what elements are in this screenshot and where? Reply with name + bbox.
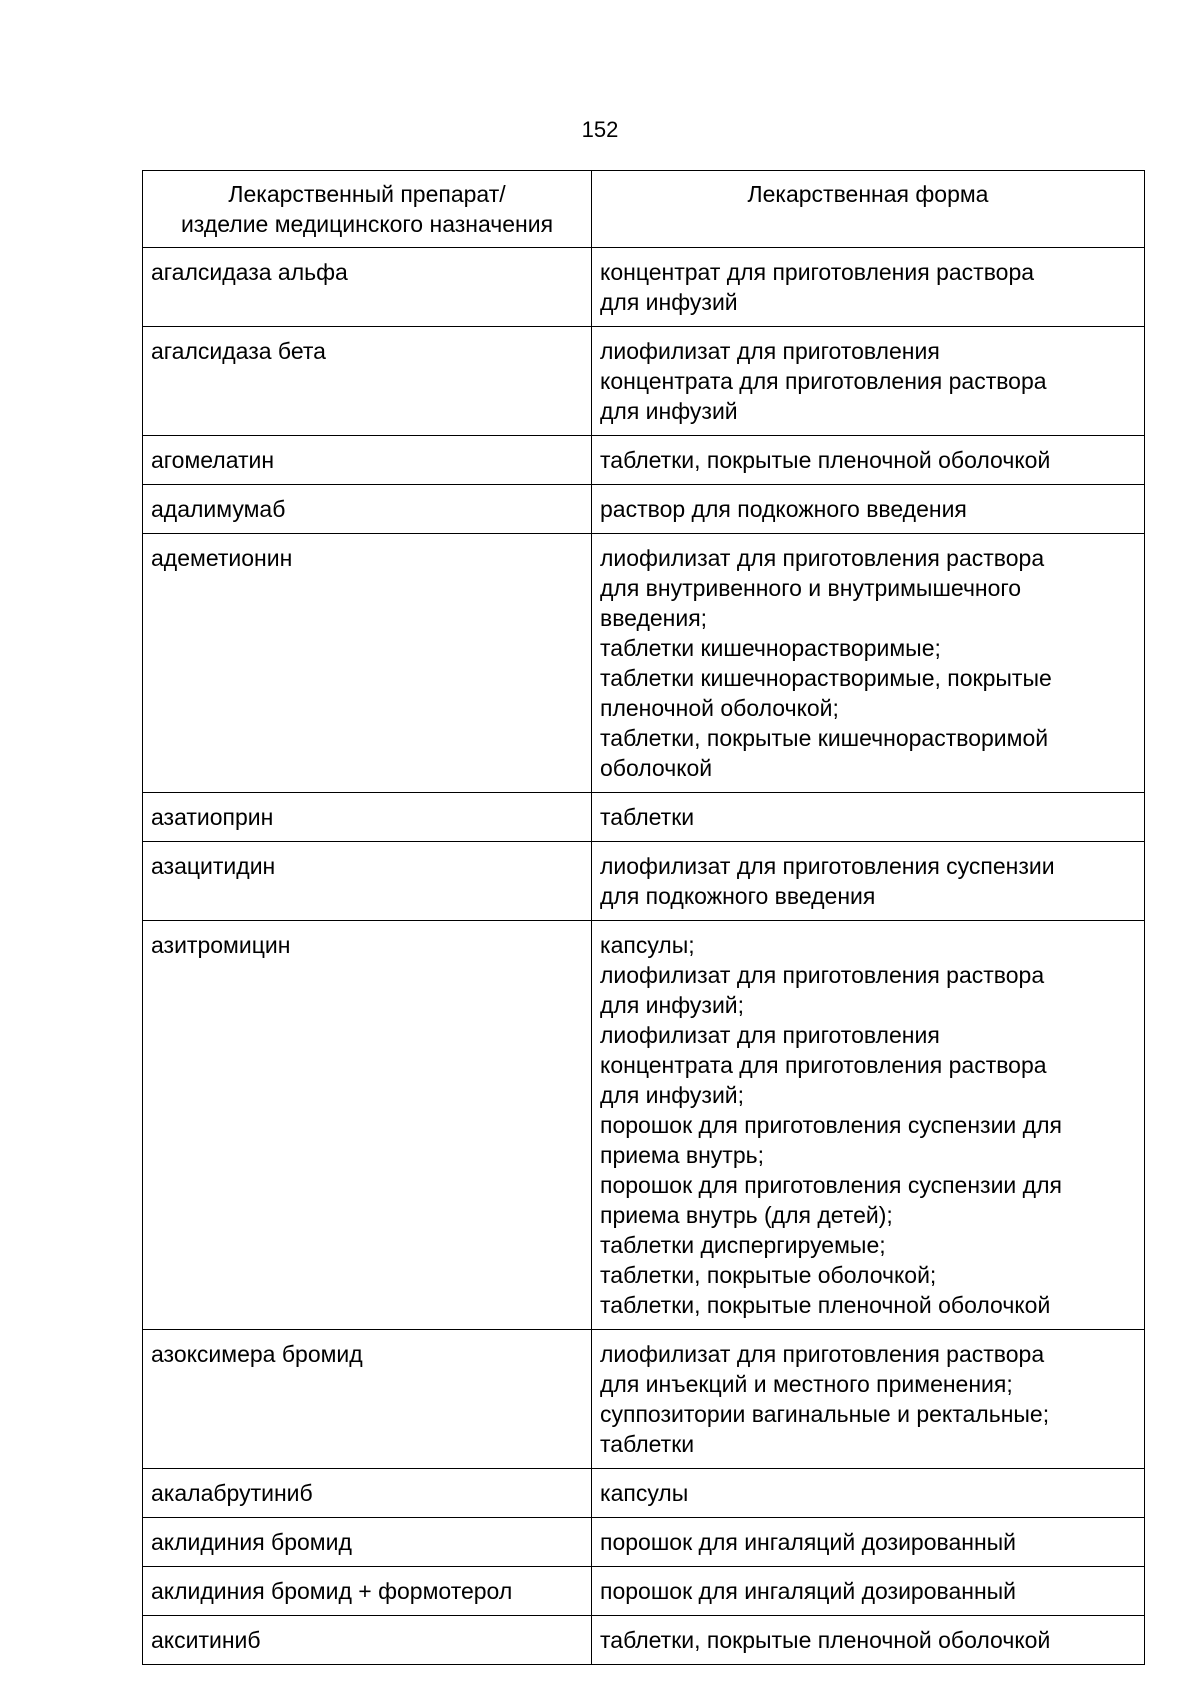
table-row [143, 534, 1145, 793]
dosage-form-line: таблетки, покрытые кишечнорастворимой [600, 725, 1049, 751]
dosage-form-line: введения; [600, 605, 708, 631]
drug-name-cell [143, 1616, 592, 1665]
table-row [143, 1330, 1145, 1469]
dosage-form-line: порошок для ингаляций дозированный [600, 1578, 1017, 1604]
drug-name-cell [143, 534, 592, 793]
drug-table [142, 170, 1145, 1665]
table-row [143, 1567, 1145, 1616]
dosage-form-line: таблетки, покрытые пленочной оболочкой [600, 1627, 1051, 1653]
dosage-form-line: таблетки, покрытые оболочкой; [600, 1262, 937, 1288]
dosage-form-line: для инфузий [600, 398, 738, 424]
drug-name: азоксимера бромид [151, 1341, 363, 1367]
dosage-form-line: таблетки кишечнорастворимые; [600, 635, 941, 661]
dosage-form-cell [592, 248, 1145, 327]
drug-name: азатиоприн [151, 804, 274, 830]
table-row [143, 327, 1145, 436]
table-row [143, 1469, 1145, 1518]
dosage-form-line: концентрата для приготовления раствора [600, 368, 1047, 394]
table-row [143, 436, 1145, 485]
drug-name-cell [143, 793, 592, 842]
dosage-form-cell [592, 327, 1145, 436]
dosage-form-line: приема внутрь; [600, 1142, 764, 1168]
dosage-form-line: для инфузий; [600, 992, 745, 1018]
drug-name: азацитидин [151, 853, 276, 879]
header-form [592, 171, 1145, 248]
header-form-line: Лекарственная форма [747, 181, 989, 207]
drug-name: агомелатин [151, 447, 275, 473]
table-row [143, 842, 1145, 921]
dosage-form-line: порошок для приготовления суспензии для [600, 1112, 1062, 1138]
table-row [143, 921, 1145, 1330]
dosage-form-line: таблетки, покрытые пленочной оболочкой [600, 1292, 1051, 1318]
dosage-form-line: капсулы [600, 1480, 689, 1506]
table-body [143, 248, 1145, 1665]
dosage-form-line: таблетки [600, 1431, 695, 1457]
drug-name-cell [143, 1330, 592, 1469]
page-number: 152 [581, 117, 619, 142]
drug-name-cell [143, 327, 592, 436]
dosage-form-cell [592, 485, 1145, 534]
drug-name: агалсидаза альфа [151, 259, 348, 285]
table-row [143, 1616, 1145, 1665]
drug-name-cell [143, 485, 592, 534]
table-row [143, 1518, 1145, 1567]
dosage-form-line: лиофилизат для приготовления раствора [600, 1341, 1045, 1367]
dosage-form-line: таблетки, покрытые пленочной оболочкой [600, 447, 1051, 473]
dosage-form-cell [592, 436, 1145, 485]
dosage-form-cell [592, 1518, 1145, 1567]
drug-name: аклидиния бромид + формотерол [151, 1578, 513, 1604]
dosage-form-line: концентрат для приготовления раствора [600, 259, 1035, 285]
dosage-form-cell [592, 534, 1145, 793]
dosage-form-line: порошок для ингаляций дозированный [600, 1529, 1017, 1555]
table-header-row [143, 171, 1145, 248]
drug-name-cell [143, 1567, 592, 1616]
drug-name-cell [143, 1469, 592, 1518]
dosage-form-cell [592, 1469, 1145, 1518]
dosage-form-line: лиофилизат для приготовления раствора [600, 545, 1045, 571]
dosage-form-cell [592, 793, 1145, 842]
header-drug [143, 171, 592, 248]
dosage-form-line: таблетки диспергируемые; [600, 1232, 886, 1258]
dosage-form-line: приема внутрь (для детей); [600, 1202, 893, 1228]
drug-name-cell [143, 248, 592, 327]
dosage-form-line: для подкожного введения [600, 883, 876, 909]
dosage-form-line: лиофилизат для приготовления [600, 1022, 940, 1048]
dosage-form-line: суппозитории вагинальные и ректальные; [600, 1401, 1050, 1427]
dosage-form-line: лиофилизат для приготовления раствора [600, 962, 1045, 988]
drug-name: адалимумаб [151, 496, 286, 522]
table-row [143, 248, 1145, 327]
drug-name: акситиниб [151, 1627, 261, 1653]
dosage-form-line: капсулы; [600, 932, 695, 958]
dosage-form-line: таблетки [600, 804, 695, 830]
dosage-form-line: для инфузий; [600, 1082, 745, 1108]
dosage-form-line: раствор для подкожного введения [600, 496, 967, 522]
drug-name-cell [143, 842, 592, 921]
dosage-form-line: пленочной оболочкой; [600, 695, 839, 721]
dosage-form-line: лиофилизат для приготовления суспензии [600, 853, 1055, 879]
drug-name-cell [143, 921, 592, 1330]
dosage-form-cell [592, 1616, 1145, 1665]
dosage-form-line: для инъекций и местного применения; [600, 1371, 1013, 1397]
header-drug-line: Лекарственный препарат/ [228, 181, 506, 207]
dosage-form-line: оболочкой [600, 755, 713, 781]
drug-name: адеметионин [151, 545, 293, 571]
dosage-form-cell [592, 1567, 1145, 1616]
dosage-form-line: концентрата для приготовления раствора [600, 1052, 1047, 1078]
drug-name-cell [143, 436, 592, 485]
dosage-form-line: лиофилизат для приготовления [600, 338, 940, 364]
table-row [143, 485, 1145, 534]
dosage-form-cell [592, 842, 1145, 921]
drug-name: аклидиния бромид [151, 1529, 352, 1555]
drug-name-cell [143, 1518, 592, 1567]
drug-name: азитромицин [151, 932, 291, 958]
header-drug-line: изделие медицинского назначения [180, 211, 554, 237]
drug-name: акалабрутиниб [151, 1480, 313, 1506]
dosage-form-line: порошок для приготовления суспензии для [600, 1172, 1062, 1198]
dosage-form-cell [592, 1330, 1145, 1469]
dosage-form-line: таблетки кишечнорастворимые, покрытые [600, 665, 1052, 691]
drug-name: агалсидаза бета [151, 338, 326, 364]
dosage-form-line: для инфузий [600, 289, 738, 315]
dosage-form-cell [592, 921, 1145, 1330]
dosage-form-line: для внутривенного и внутримышечного [600, 575, 1022, 601]
table-row [143, 793, 1145, 842]
